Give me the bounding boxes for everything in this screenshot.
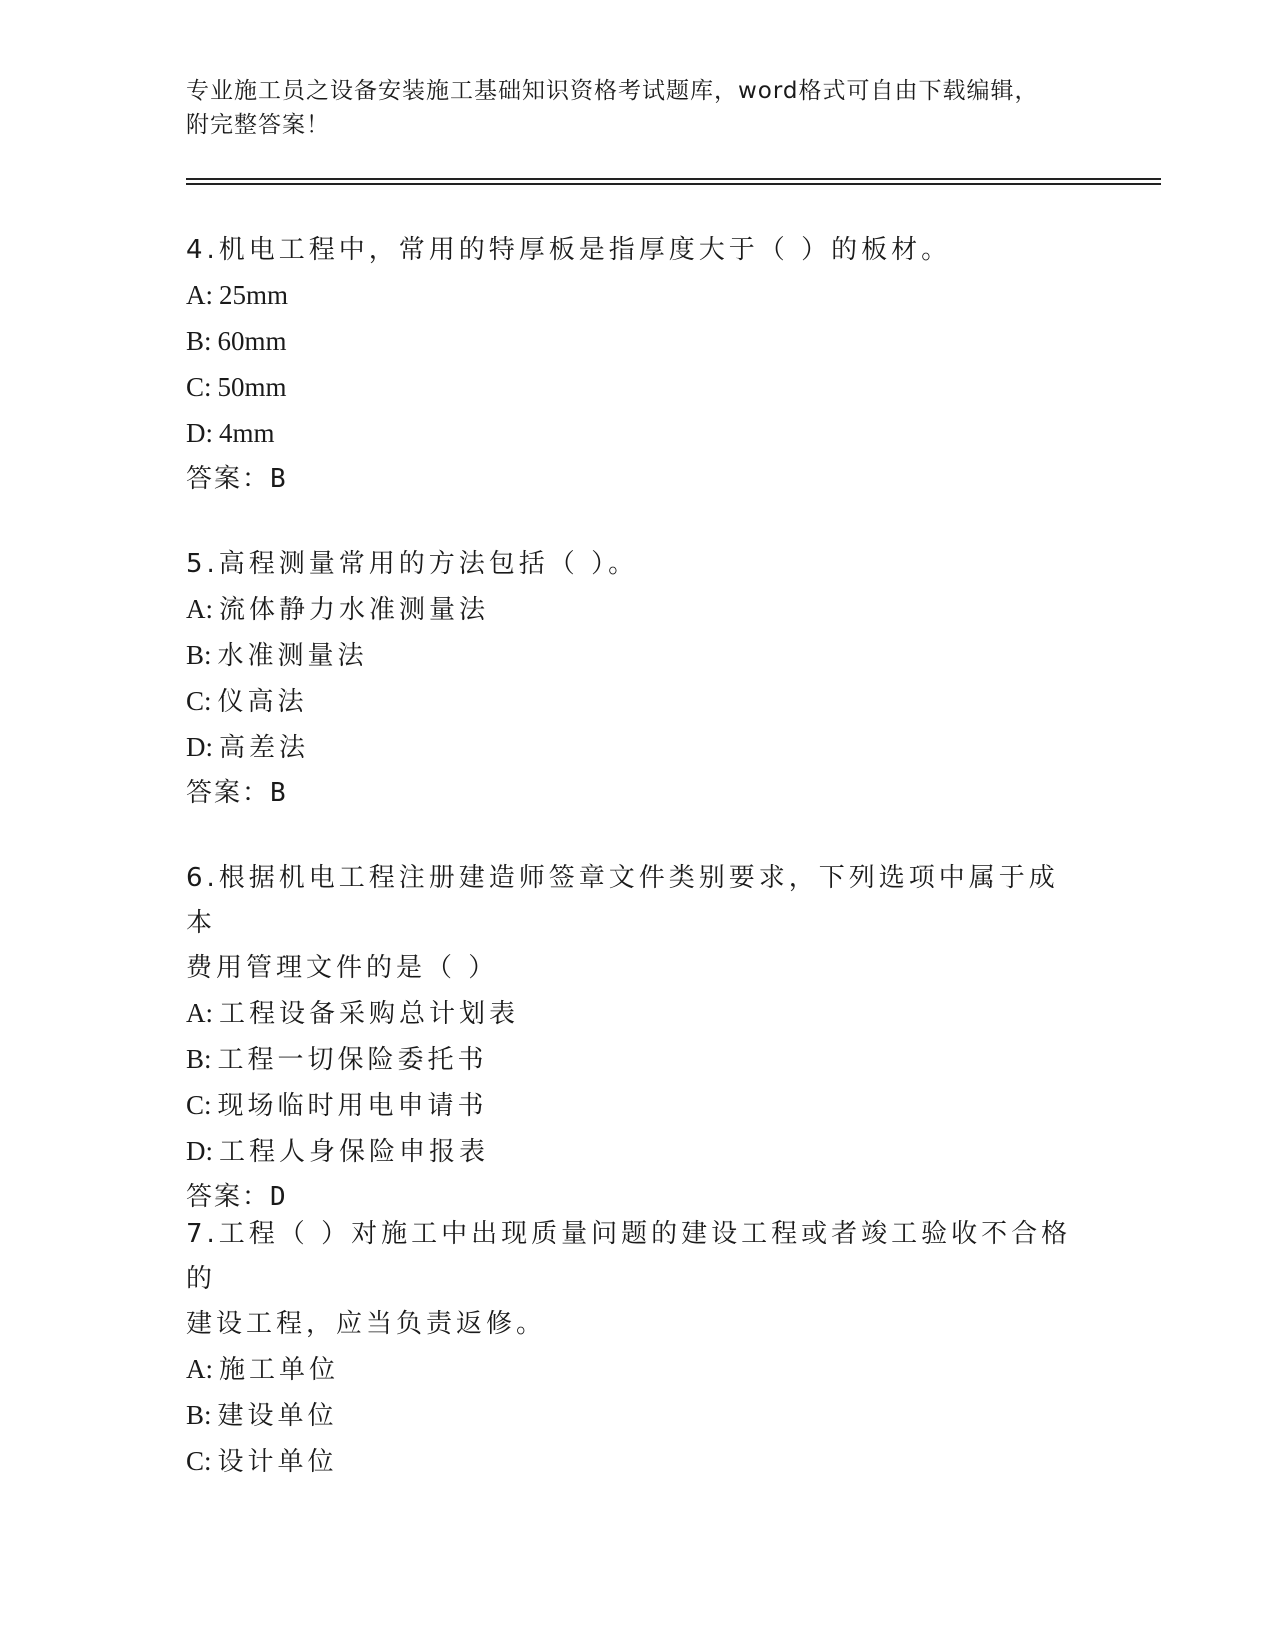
- header-divider: [186, 178, 1161, 188]
- question-4: [186, 228, 1086, 502]
- option-letter: D:: [186, 732, 213, 762]
- option-letter: B:: [186, 640, 212, 670]
- option-letter: C:: [186, 1446, 212, 1476]
- option-a: [186, 273, 1086, 319]
- option-text: 设计单位: [217, 1447, 338, 1477]
- option-text: 建设单位: [217, 1401, 338, 1431]
- option-letter: C:: [186, 372, 212, 402]
- option-letter: C:: [186, 686, 212, 716]
- option-b: [186, 1393, 1086, 1439]
- answer-label: 答案：: [186, 464, 271, 494]
- question-6: [186, 856, 1086, 1220]
- option-d: [186, 725, 1086, 771]
- question-stem-line-1: 6.根据机电工程注册建造师签章文件类别要求，下列选项中属于成本: [186, 863, 1059, 938]
- option-c: [186, 365, 1086, 411]
- option-text: 流体静力水准测量法: [219, 595, 490, 625]
- option-a: [186, 587, 1086, 633]
- answer-label: 答案：: [186, 778, 271, 808]
- option-text: 现场临时用电申请书: [217, 1091, 488, 1121]
- option-c: [186, 1083, 1086, 1129]
- option-letter: C:: [186, 1090, 212, 1120]
- divider-line-top: [186, 178, 1161, 180]
- option-letter: D:: [186, 418, 213, 448]
- option-text: 25mm: [219, 280, 289, 310]
- option-text: 水准测量法: [217, 641, 368, 671]
- answer-value: D: [270, 1182, 286, 1212]
- header-line-2: 附完整答案！: [186, 112, 330, 138]
- answer-line: [186, 771, 1086, 816]
- option-a: [186, 1347, 1086, 1393]
- option-letter: B:: [186, 1400, 212, 1430]
- document-header: [186, 74, 1086, 142]
- option-text: 60mm: [217, 326, 287, 356]
- question-stem: 4.机电工程中，常用的特厚板是指厚度大于（ ）的板材。: [186, 235, 952, 265]
- option-letter: A:: [186, 280, 213, 310]
- option-b: [186, 319, 1086, 365]
- question-stem-line-1: 7.工程（ ）对施工中出现质量问题的建设工程或者竣工验收不合格的: [186, 1219, 1072, 1294]
- answer-value: B: [270, 778, 286, 808]
- answer-value: B: [270, 464, 286, 494]
- option-letter: A:: [186, 594, 213, 624]
- option-b: [186, 633, 1086, 679]
- question-stem-line-2: 费用管理文件的是（ ）: [186, 953, 499, 983]
- answer-line: [186, 457, 1086, 502]
- option-d: [186, 411, 1086, 457]
- option-d: [186, 1129, 1086, 1175]
- question-stem: 5.高程测量常用的方法包括（ ）。: [186, 549, 639, 579]
- divider-line-bottom: [186, 183, 1161, 185]
- option-text: 50mm: [217, 372, 287, 402]
- option-letter: B:: [186, 1044, 212, 1074]
- answer-label: 答案：: [186, 1182, 271, 1212]
- option-c: [186, 1439, 1086, 1485]
- option-text: 工程设备采购总计划表: [219, 999, 520, 1029]
- option-text: 工程一切保险委托书: [217, 1045, 488, 1075]
- option-letter: B:: [186, 326, 212, 356]
- option-text: 仪高法: [217, 687, 308, 717]
- option-c: [186, 679, 1086, 725]
- option-letter: A:: [186, 998, 213, 1028]
- option-a: [186, 991, 1086, 1037]
- option-text: 施工单位: [219, 1355, 340, 1385]
- option-b: [186, 1037, 1086, 1083]
- question-5: [186, 542, 1086, 816]
- option-letter: A:: [186, 1354, 213, 1384]
- option-text: 4mm: [219, 418, 275, 448]
- question-stem-line-2: 建设工程，应当负责返修。: [186, 1309, 547, 1339]
- header-line-1: 专业施工员之设备安装施工基础知识资格考试题库，word格式可自由下载编辑，: [186, 78, 1039, 104]
- option-letter: D:: [186, 1136, 213, 1166]
- option-text: 工程人身保险申报表: [219, 1137, 490, 1167]
- option-text: 高差法: [219, 733, 310, 763]
- question-7: [186, 1212, 1086, 1485]
